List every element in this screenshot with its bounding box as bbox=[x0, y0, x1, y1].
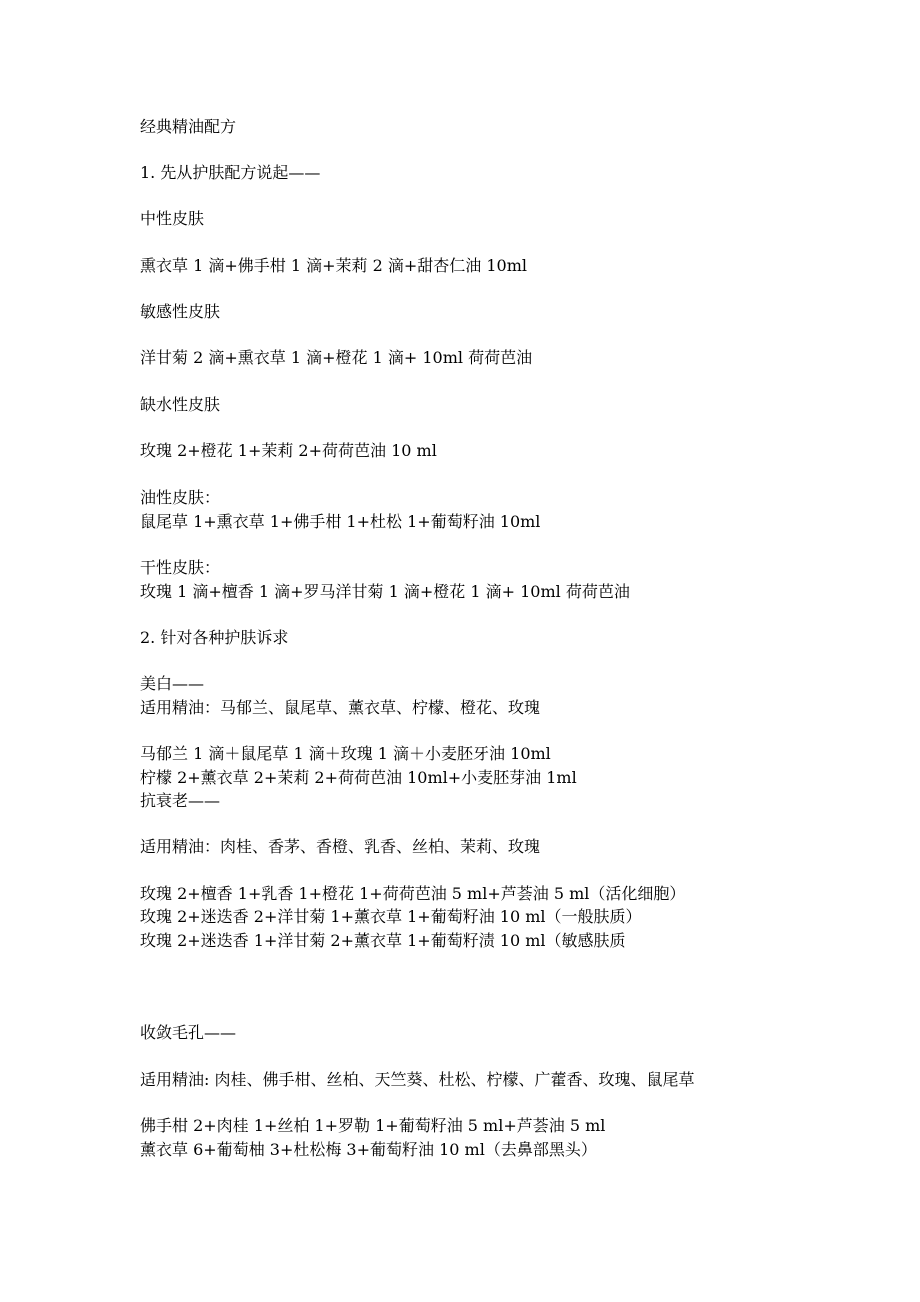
sensitive-skin-label: 敏感性皮肤 bbox=[140, 302, 221, 321]
antiaging-recipe-2: 玫瑰 2+迷迭香 2+洋甘菊 1+薰衣草 1+葡萄籽油 10 ml（一般肤质） bbox=[140, 907, 642, 926]
pores-recipe-2: 薰衣草 6+葡萄柚 3+杜松梅 3+葡萄籽油 10 ml（去鼻部黑头） bbox=[140, 1140, 597, 1159]
neutral-skin-label: 中性皮肤 bbox=[140, 209, 205, 228]
dehydrated-skin-label: 缺水性皮肤 bbox=[140, 395, 221, 414]
antiaging-recipe-3: 玫瑰 2+迷迭香 1+洋甘菊 2+薰衣草 1+葡萄籽渍 10 ml（敏感肤质 bbox=[140, 931, 626, 950]
oily-skin-recipe: 鼠尾草 1+熏衣草 1+佛手柑 1+杜松 1+葡萄籽油 10ml bbox=[140, 512, 541, 531]
dry-skin-label: 干性皮肤： bbox=[140, 558, 221, 577]
pores-oils: 适用精油: 肉桂、佛手柑、丝柏、天竺葵、杜松、柠檬、广藿香、玫瑰、鼠尾草 bbox=[140, 1070, 695, 1089]
pores-label: 收敛毛孔—— bbox=[140, 1023, 237, 1042]
dry-skin-recipe: 玫瑰 1 滴+檀香 1 滴+罗马洋甘菊 1 滴+橙花 1 滴+ 10ml 荷荷芭油 bbox=[140, 582, 630, 601]
whitening-label: 美白—— bbox=[140, 674, 205, 693]
dehydrated-skin-recipe: 玫瑰 2+橙花 1+茉莉 2+荷荷芭油 10 ml bbox=[140, 441, 437, 460]
antiaging-recipe-1: 玫瑰 2+檀香 1+乳香 1+橙花 1+荷荷芭油 5 ml+芦荟油 5 ml（活化细胞） bbox=[140, 884, 686, 903]
antiaging-label: 抗衰老—— bbox=[140, 791, 221, 810]
pores-recipe-1: 佛手柑 2+肉桂 1+丝柏 1+罗勒 1+葡萄籽油 5 ml+芦荟油 5 ml bbox=[140, 1116, 606, 1135]
section-2-heading: 2. 针对各种护肤诉求 bbox=[140, 628, 289, 647]
neutral-skin-recipe: 熏衣草 1 滴+佛手柑 1 滴+茉莉 2 滴+甜杏仁油 10ml bbox=[140, 256, 528, 275]
oily-skin-label: 油性皮肤： bbox=[140, 488, 221, 507]
whitening-oils: 适用精油：马郁兰、鼠尾草、薰衣草、柠檬、橙花、玫瑰 bbox=[140, 698, 541, 717]
whitening-recipe-1: 马郁兰 1 滴＋鼠尾草 1 滴＋玫瑰 1 滴＋小麦胚牙油 10ml bbox=[140, 744, 551, 763]
whitening-recipe-2: 柠檬 2+薰衣草 2+茉莉 2+荷荷芭油 10ml+小麦胚芽油 1ml bbox=[140, 768, 577, 787]
antiaging-oils: 适用精油：肉桂、香茅、香橙、乳香、丝柏、茉莉、玫瑰 bbox=[140, 837, 541, 856]
sensitive-skin-recipe: 洋甘菊 2 滴+熏衣草 1 滴+橙花 1 滴+ 10ml 荷荷芭油 bbox=[140, 348, 533, 367]
section-1-heading: 1. 先从护肤配方说起—— bbox=[140, 163, 321, 182]
document-title: 经典精油配方 bbox=[140, 117, 237, 136]
